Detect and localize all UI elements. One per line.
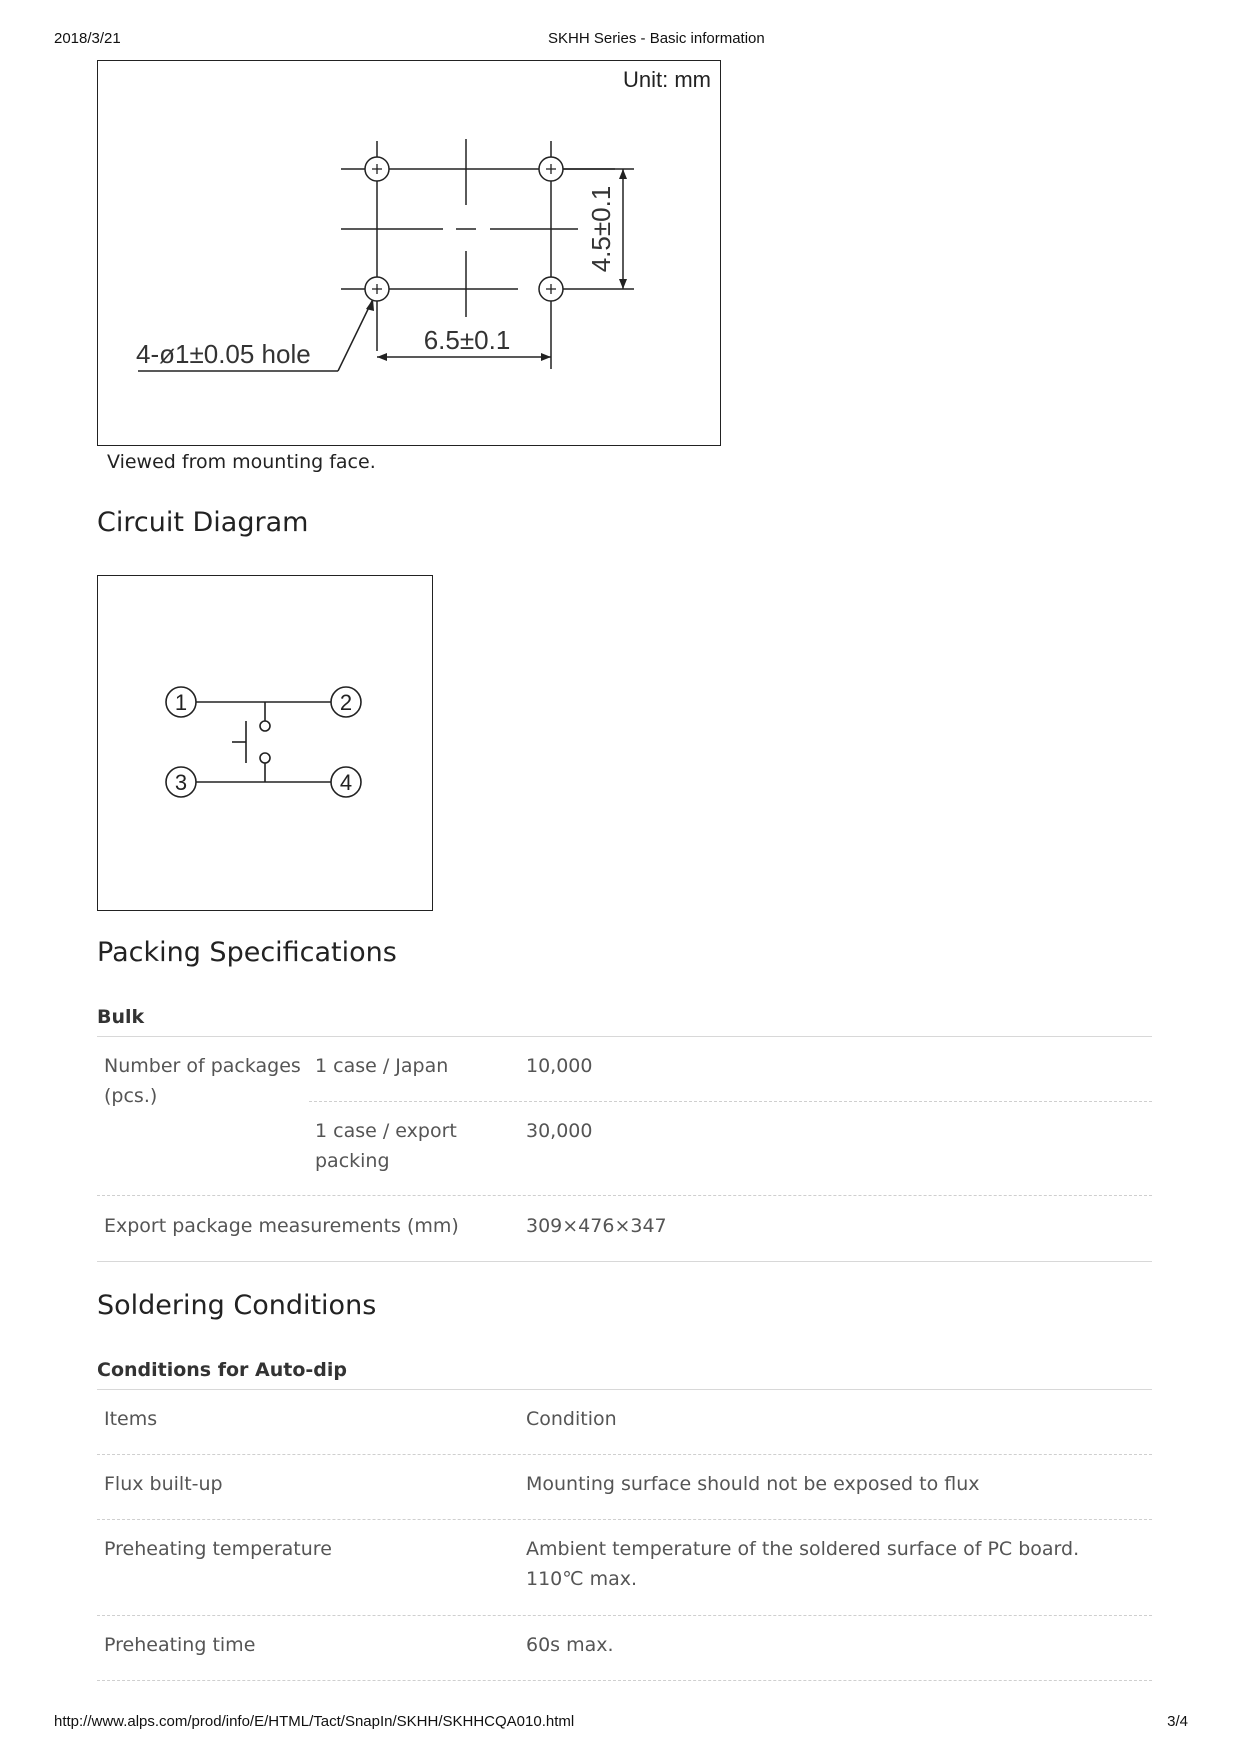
export-measurements-value: 309×476×347 — [526, 1215, 667, 1237]
export-measurements-label: Export package measurements (mm) — [104, 1215, 459, 1237]
terminal-2-label: 2 — [339, 690, 353, 715]
mounting-hole-figure — [97, 60, 721, 446]
print-header — [0, 30, 1242, 52]
divider — [97, 1195, 1152, 1196]
packages-japan-value: 10,000 — [526, 1055, 593, 1077]
print-page-title: SKHH Series - Basic information — [548, 30, 765, 47]
packages-japan-label: 1 case / Japan — [315, 1055, 449, 1077]
divider — [97, 1454, 1152, 1455]
packages-label: Number of packages (pcs.) — [104, 1055, 301, 1107]
terminal-1-label: 1 — [174, 690, 188, 715]
packing-subtitle: Bulk — [97, 1006, 145, 1028]
divider — [97, 1036, 1152, 1037]
table-row-item: Flux built-up — [104, 1473, 223, 1495]
print-footer — [0, 1713, 1242, 1735]
divider — [97, 1261, 1152, 1262]
circuit-diagram-title: Circuit Diagram — [97, 507, 309, 538]
unit-label: Unit: mm — [623, 67, 711, 92]
page-url: http://www.alps.com/prod/info/E/HTML/Tact/SnapIn/SKHH/SKHHCQA010.html — [54, 1713, 575, 1730]
print-date: 2018/3/21 — [54, 30, 121, 47]
divider — [97, 1680, 1152, 1681]
terminal-3-label: 3 — [174, 770, 188, 795]
table-row-item: Preheating temperature — [104, 1538, 332, 1560]
packages-export-value: 30,000 — [526, 1120, 593, 1142]
divider — [309, 1101, 1152, 1102]
dimension-vertical: 4.5±0.1 — [585, 185, 616, 273]
dimension-horizontal: 6.5±0.1 — [423, 325, 511, 355]
circuit-diagram-figure — [97, 575, 433, 911]
soldering-subtitle: Conditions for Auto-dip — [97, 1359, 348, 1381]
terminal-4-label: 4 — [339, 770, 353, 795]
packages-export-label: 1 case / export packing — [315, 1120, 457, 1172]
soldering-title: Soldering Conditions — [97, 1290, 377, 1321]
figure-caption: Viewed from mounting face. — [107, 451, 376, 473]
packing-title: Packing Specifications — [97, 937, 397, 968]
table-row-condition: 60s max. — [526, 1634, 614, 1656]
column-header-condition: Condition — [526, 1408, 617, 1430]
table-row-condition: Mounting surface should not be exposed to flux — [526, 1473, 980, 1495]
table-row-condition: Ambient temperature of the soldered surface of PC board. 110℃ max. — [526, 1538, 1080, 1590]
divider — [97, 1519, 1152, 1520]
column-header-items: Items — [104, 1408, 158, 1430]
divider — [97, 1389, 1152, 1390]
page-number: 3/4 — [1167, 1713, 1188, 1730]
hole-label: 4-ø1±0.05 hole — [136, 339, 311, 369]
table-row-item: Preheating time — [104, 1634, 256, 1656]
divider — [97, 1615, 1152, 1616]
